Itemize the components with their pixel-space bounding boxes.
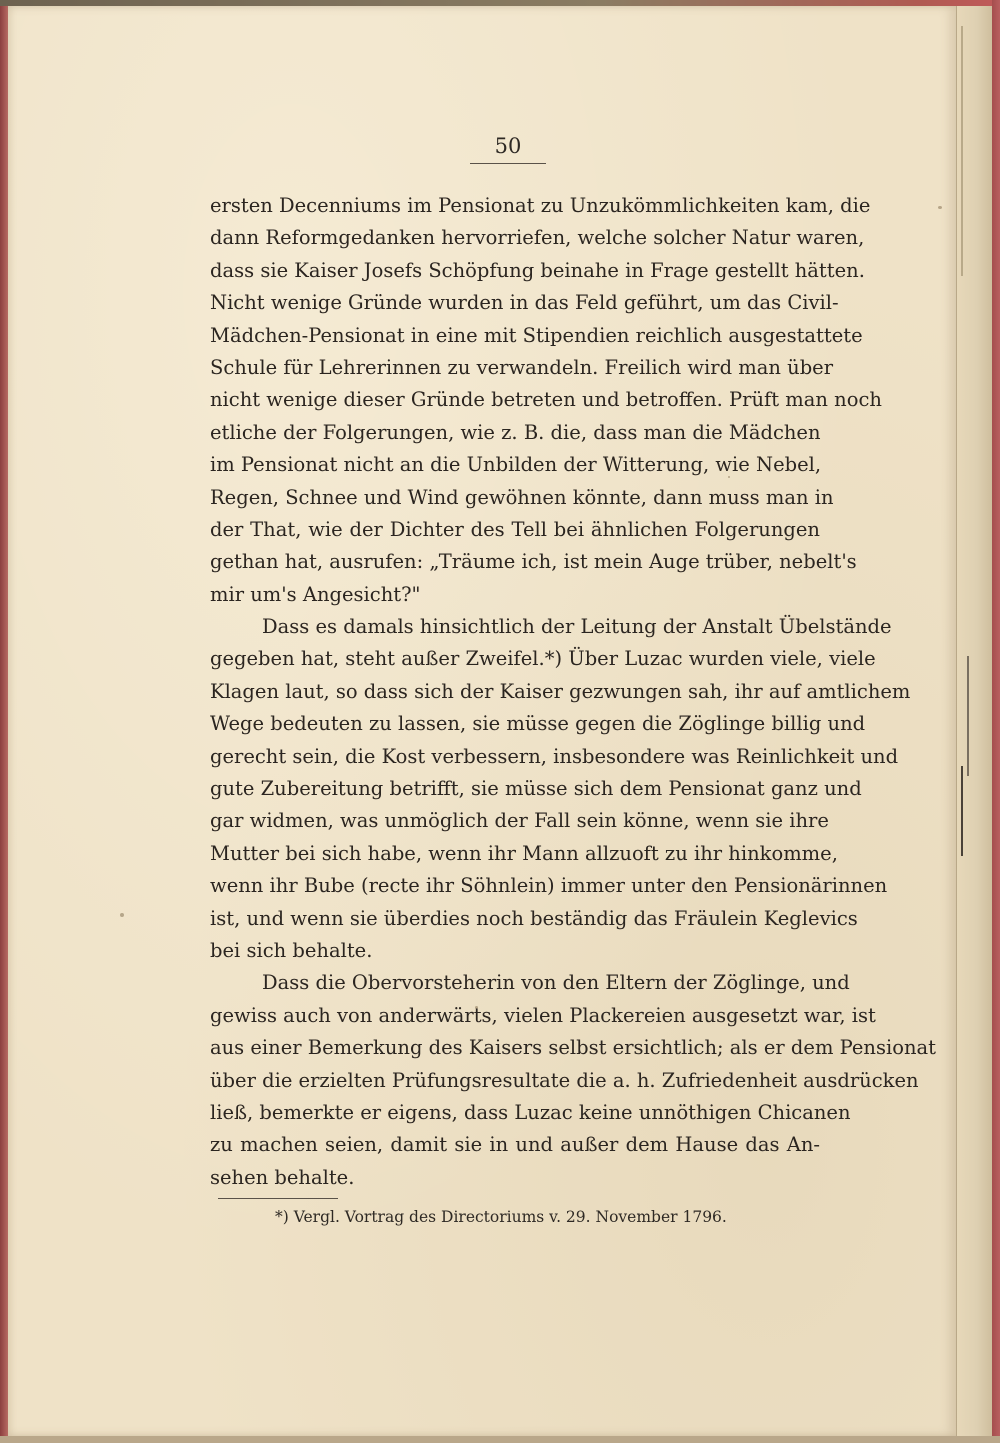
text-line: Nicht wenige Gründe wurden in das Feld geführt, um das Civil-	[210, 291, 839, 315]
edge-shadow-line	[961, 766, 963, 856]
bottom-edge	[0, 1436, 1000, 1443]
text-line: gute Zubereitung betrifft, sie müsse sich dem Pensionat ganz und	[210, 777, 862, 801]
text-line: gewiss auch von anderwärts, vielen Plackereien ausgesetzt war, ist	[210, 1003, 876, 1027]
text-line: gerecht sein, die Kost verbessern, insbesondere was Reinlichkeit und	[210, 744, 899, 768]
text-line: mir um's Angesicht?"	[210, 582, 421, 606]
text-line: wenn ihr Bube (recte ihr Söhnlein) immer unter den Pensionärinnen	[210, 874, 888, 898]
page-number: 50	[494, 134, 522, 158]
edge-shadow-line	[967, 656, 969, 776]
text-line: gethan hat, ausrufen: „Träume ich, ist mein Auge trüber, nebelt's	[210, 550, 857, 574]
edge-shadow-line	[961, 26, 963, 276]
text-line: Klagen laut, so dass sich der Kaiser gezwungen sah, ihr auf amtlichem	[210, 679, 911, 703]
text-line: sehen behalte.	[210, 1165, 355, 1189]
text-line: bei sich behalte.	[210, 938, 373, 962]
page-edge-stack	[956, 6, 993, 1436]
text-line: Mutter bei sich habe, wenn ihr Mann allzuoft zu ihr hinkomme,	[210, 841, 838, 865]
page-number-rule	[470, 163, 546, 164]
text-line: Dass es damals hinsichtlich der Leitung der Anstalt Übelstände	[262, 615, 892, 639]
paper-speck	[120, 913, 124, 917]
paper-speck	[938, 206, 942, 209]
text-line: über die erzielten Prüfungsresultate die a. h. Zufriedenheit ausdrücken	[210, 1068, 919, 1092]
body-text	[210, 190, 936, 1194]
text-line: ersten Decenniums im Pensionat zu Unzukömmlichkeiten kam, die	[210, 194, 871, 217]
left-binding	[0, 6, 8, 1443]
right-binding	[992, 0, 1000, 1443]
footnote: *) Vergl. Vortrag des Directoriums v. 29. November 1796.	[275, 1208, 727, 1226]
text-line: Mädchen-Pensionat in eine mit Stipendien reichlich ausgestattete	[210, 323, 863, 347]
text-line: ließ, bemerkte er eigens, dass Luzac keine unnöthigen Chicanen	[210, 1100, 851, 1124]
text-line: Dass die Obervorsteherin von den Eltern der Zöglinge, und	[262, 971, 850, 995]
footnote-rule	[218, 1198, 338, 1199]
text-line: etliche der Folgerungen, wie z. B. die, dass man die Mädchen	[210, 420, 821, 444]
text-line: zu machen seien, damit sie in und außer dem Hause das An-	[210, 1133, 820, 1157]
text-line: aus einer Bemerkung des Kaisers selbst ersichtlich; als er dem Pensionat	[210, 1036, 936, 1060]
text-line: der That, wie der Dichter des Tell bei ähnlichen Folgerungen	[210, 517, 820, 541]
text-line: Regen, Schnee und Wind gewöhnen könnte, dann muss man in	[210, 485, 834, 509]
text-line: Schule für Lehrerinnen zu verwandeln. Freilich wird man über	[210, 355, 834, 379]
text-line: dass sie Kaiser Josefs Schöpfung beinahe in Frage gestellt hätten.	[210, 258, 865, 282]
text-line: Wege bedeuten zu lassen, sie müsse gegen die Zöglinge billig und	[210, 712, 866, 736]
text-line: gar widmen, was unmöglich der Fall sein könne, wenn sie ihre	[210, 809, 829, 833]
text-line: im Pensionat nicht an die Unbilden der Witterung, wie Nebel,	[210, 453, 822, 477]
text-line: nicht wenige dieser Gründe betreten und betroffen. Prüft man noch	[210, 388, 882, 412]
text-line: gegeben hat, steht außer Zweifel.*) Über Luzac wurden viele, viele	[210, 647, 876, 671]
text-line: dann Reformgedanken hervorriefen, welche solcher Natur waren,	[210, 226, 865, 250]
text-line: ist, und wenn sie überdies noch beständig das Fräulein Keglevics	[210, 906, 858, 930]
